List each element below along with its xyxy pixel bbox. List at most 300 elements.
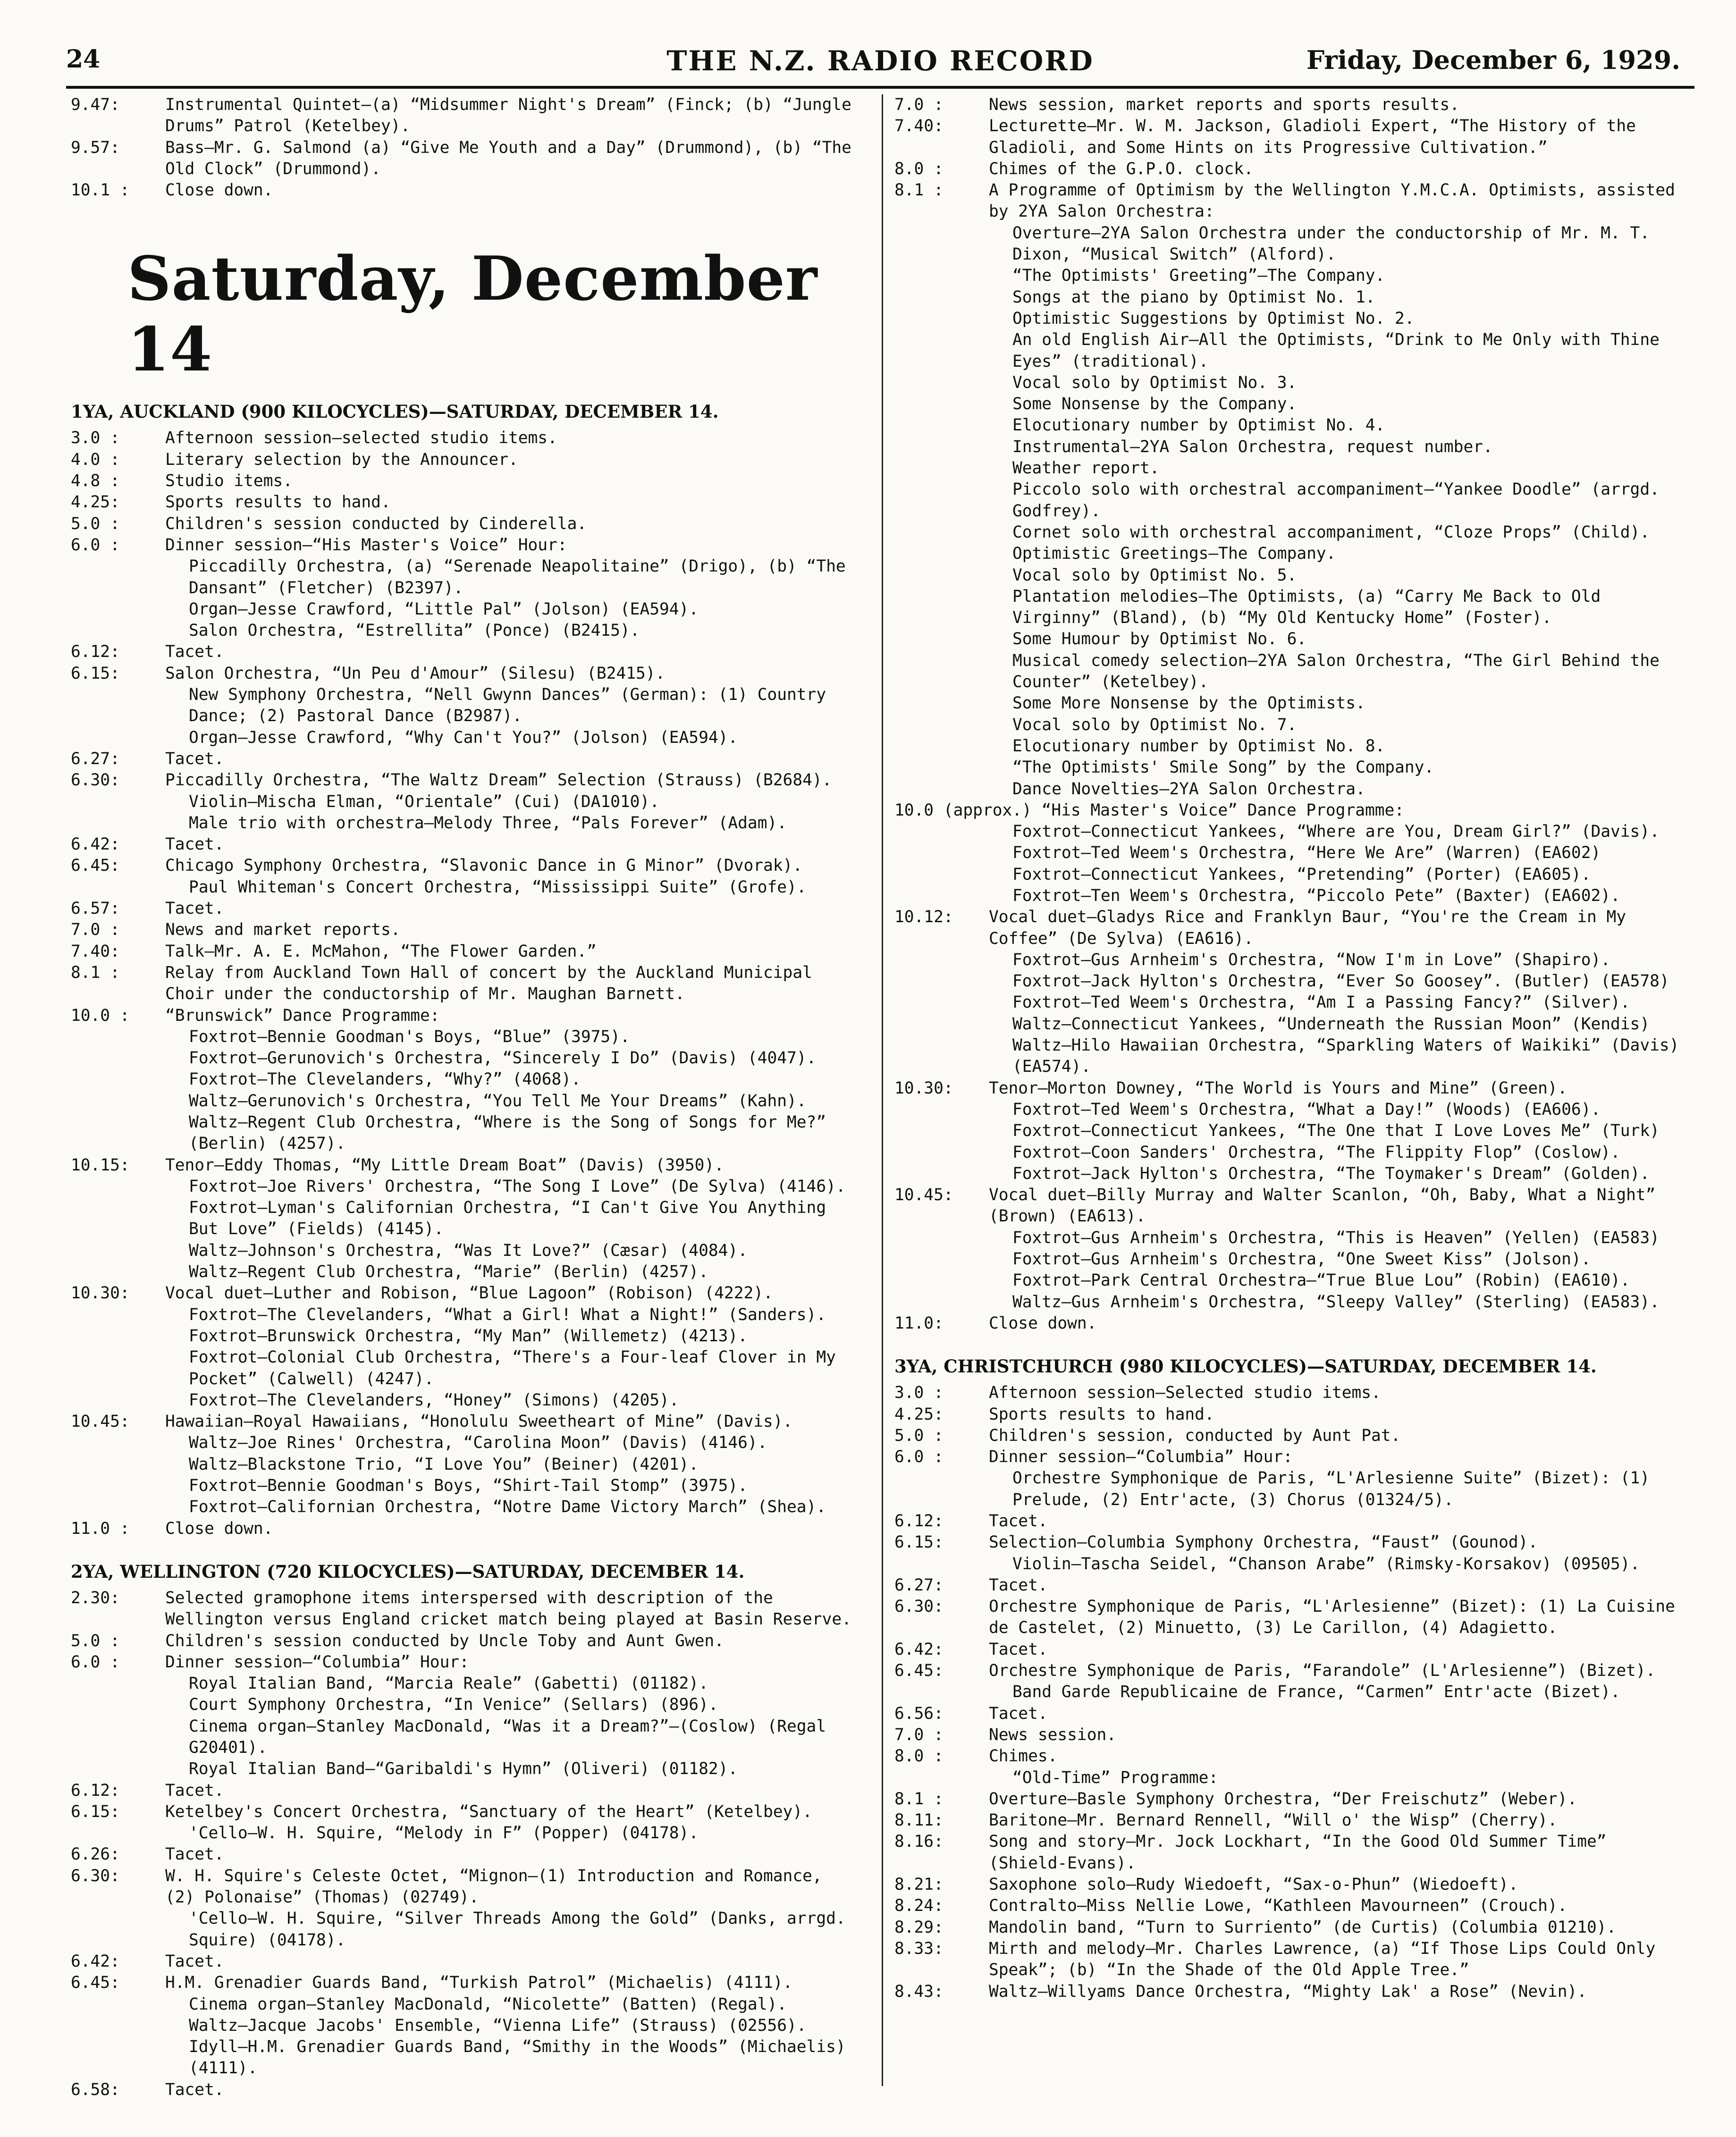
programme-time	[894, 522, 989, 543]
programme-time: 4.8 :	[71, 471, 130, 491]
programme-entry	[894, 1917, 1683, 1938]
programme-entry	[894, 1511, 1683, 1532]
programme-time	[894, 821, 989, 842]
programme-item: Vocal duet—Billy Murray and Walter Scanlon, “Oh, Baby, What a Night” (Brown) (EA613).	[989, 1186, 1656, 1226]
programme-item: Violin—Mischa Elman, “Orientale” (Cui) (DA1010).	[189, 792, 659, 811]
programme-item: Afternoon session—Selected studio items.	[989, 1383, 1381, 1403]
programme-entry	[71, 1972, 859, 1994]
page-number: 24	[66, 45, 101, 74]
programme-entry	[894, 864, 1683, 885]
programme-entry	[894, 821, 1683, 842]
programme-entry	[71, 1694, 859, 1716]
page-header	[66, 45, 1694, 83]
programme-time	[894, 1292, 989, 1313]
programme-item: Piccolo solo with orchestral accompaniment—“Yankee Doodle” (arrgd. Godfrey).	[1012, 480, 1660, 521]
programme-entry	[894, 1725, 1683, 1746]
programme-entry	[71, 1091, 859, 1112]
programme-item: Vocal solo by Optimist No. 3.	[1012, 373, 1297, 392]
programme-time	[71, 1112, 165, 1155]
programme-item: “Old-Time” Programme:	[1012, 1768, 1219, 1787]
programme-item: Instrumental Quintet—(a) “Midsummer Night's Dream” (Finck; (b) “Jungle Drums” Patrol (Ketelbey).	[165, 95, 851, 136]
programme-item: Foxtrot—Ted Weem's Orchestra, “What a Day!” (Woods) (EA606).	[1012, 1100, 1601, 1119]
programme-time: 7.0 :	[894, 95, 953, 114]
programme-item: Afternoon session—selected studio items.	[165, 429, 557, 448]
programme-item: Chicago Symphony Orchestra, “Slavonic Dance in G Minor” (Dvorak).	[165, 856, 803, 875]
programme-time	[894, 372, 989, 394]
programme-item: Foxtrot—Brunswick Orchestra, “My Man” (Willemetz) (4213).	[189, 1326, 748, 1346]
programme-time	[894, 1163, 989, 1185]
programme-time: 6.0 :	[71, 1652, 130, 1672]
programme-entry	[894, 1035, 1683, 1078]
programme-item: An old English Air—All the Optimists, “Drink to Me Only with Thine Eyes” (traditional).	[1012, 330, 1660, 371]
programme-time	[894, 1468, 989, 1511]
programme-time: 6.45:	[894, 1661, 953, 1681]
programme-entry	[894, 1554, 1683, 1575]
programme-entry	[71, 1951, 859, 1972]
programme-time: 7.0 :	[71, 920, 130, 940]
programme-item: Close down.	[165, 181, 273, 200]
programme-time	[894, 1682, 989, 1703]
programme-entry	[71, 2036, 859, 2079]
programme-item: Foxtrot—Lyman's Californian Orchestra, “I Can't Give You Anything But Love” (Fields) (4145).	[189, 1198, 826, 1239]
programme-item: News session.	[989, 1725, 1117, 1744]
programme-time: 6.27:	[894, 1575, 953, 1595]
programme-item: Foxtrot—Park Central Orchestra—“True Blue Lou” (Robin) (EA610).	[1012, 1271, 1630, 1290]
programme-time: 5.0 :	[71, 1631, 130, 1650]
programme-item: Paul Whiteman's Concert Orchestra, “Mississippi Suite” (Grofe).	[189, 877, 807, 897]
programme-time: 10.30:	[894, 1078, 963, 1098]
programme-item: Foxtrot—Gus Arnheim's Orchestra, “Now I'm in Love” (Shapiro).	[1012, 950, 1611, 969]
programme-time	[71, 1673, 165, 1694]
programme-item: Literary selection by the Announcer.	[165, 450, 518, 469]
programme-entry	[71, 749, 859, 770]
programme-item: Foxtrot—Gus Arnheim's Orchestra, “This is Heaven” (Yellen) (EA583)	[1012, 1228, 1660, 1247]
programme-time	[71, 1454, 165, 1475]
programme-time	[894, 629, 989, 650]
programme-item: Foxtrot—Ten Weem's Orchestra, “Piccolo Pete” (Baxter) (EA602).	[1012, 886, 1620, 905]
programme-item: Band Garde Republicaine de France, “Carmen” Entr'acte (Bizet).	[1012, 1683, 1620, 1702]
programme-entry	[894, 543, 1683, 564]
programme-item: Foxtrot—Bennie Goodman's Boys, “Blue” (3975).	[189, 1027, 630, 1046]
programme-entry	[894, 1404, 1683, 1425]
programme-item: Children's session conducted by Cinderella.	[165, 514, 587, 533]
programme-time: 10.0 :	[71, 1006, 140, 1025]
programme-entry	[71, 941, 859, 962]
programme-item: Tacet.	[989, 1575, 1048, 1595]
programme-time: 6.42:	[71, 835, 130, 854]
programme-entry	[894, 757, 1683, 778]
programme-entry	[71, 1475, 859, 1497]
programme-time	[71, 877, 165, 898]
programme-entry	[894, 116, 1683, 159]
programme-entry	[894, 159, 1683, 180]
programme-time	[894, 565, 989, 586]
programme-item: Dinner session—“His Master's Voice” Hour:	[165, 535, 567, 555]
programme-time	[71, 1347, 165, 1390]
programme-entry	[71, 1716, 859, 1759]
programme-time: 8.21:	[894, 1875, 953, 1894]
programme-entry	[71, 684, 859, 727]
programme-time	[71, 1497, 165, 1518]
programme-entry	[894, 180, 1683, 223]
programme-item: Ketelbey's Concert Orchestra, “Sanctuary of the Heart” (Ketelbey).	[165, 1802, 812, 1821]
programme-entry	[71, 1908, 859, 1951]
programme-item: Saxophone solo—Rudy Wiedoeft, “Sax-o-Phun” (Wiedoeft).	[989, 1875, 1518, 1894]
programme-entry	[894, 1249, 1683, 1270]
programme-item: Tacet.	[165, 2080, 224, 2099]
programme-time	[71, 1716, 165, 1759]
programme-entry	[71, 1866, 859, 1909]
programme-entry	[71, 180, 859, 201]
programme-item: Tacet.	[165, 642, 224, 662]
programme-time: 3.0 :	[71, 429, 130, 448]
programme-item: Baritone—Mr. Bernard Rennell, “Will o' the Wisp” (Cherry).	[989, 1811, 1558, 1830]
programme-entry	[894, 650, 1683, 693]
programme-time: 4.25:	[894, 1405, 953, 1424]
programme-time	[894, 736, 989, 757]
programme-entry	[894, 1895, 1683, 1917]
programme-entry	[894, 992, 1683, 1013]
programme-entry	[71, 556, 859, 599]
programme-item: Cornet solo with orchestral accompaniment, “Cloze Props” (Child).	[1012, 522, 1650, 542]
programme-entry	[71, 94, 859, 137]
programme-time	[71, 1048, 165, 1069]
programme-entry	[894, 1163, 1683, 1185]
programme-entry	[71, 919, 859, 941]
programme-item: Tacet.	[989, 1640, 1048, 1659]
programme-item: Waltz—Johnson's Orchestra, “Was It Love?” (Cæsar) (4084).	[189, 1241, 748, 1260]
programme-item: Piccadilly Orchestra, (a) “Serenade Neapolitaine” (Drigo), (b) “The Dansant” (Fletcher) (B2397).	[189, 557, 846, 597]
programme-entry	[71, 1994, 859, 2015]
programme-item: Tacet.	[165, 1952, 224, 1971]
programme-time: 7.40:	[894, 117, 953, 136]
programme-time	[71, 1823, 165, 1844]
programme-time: 6.15:	[71, 664, 130, 683]
programme-time: 8.0 :	[894, 1747, 953, 1766]
programme-entry	[894, 736, 1683, 757]
programme-time	[894, 1249, 989, 1270]
programme-entry	[894, 1447, 1683, 1468]
programme-entry	[71, 1758, 859, 1780]
programme-time	[894, 458, 989, 479]
programme-item: Salon Orchestra, “Estrellita” (Ponce) (B2415).	[189, 621, 640, 640]
station-heading-3ya: 3YA, CHRISTCHURCH (980 KILOCYCLES)—SATURDAY, DECEMBER 14.	[894, 1356, 1597, 1377]
programme-item: Foxtrot—Ted Weem's Orchestra, “Here We Are” (Warren) (EA602)	[1012, 843, 1601, 863]
programme-time	[894, 1270, 989, 1291]
programme-item: Foxtrot—Connecticut Yankees, “The One that I Love Loves Me” (Turk)	[1012, 1121, 1660, 1141]
programme-entry	[71, 1780, 859, 1801]
programme-time: 6.30:	[71, 1866, 130, 1885]
programme-item: Foxtrot—The Clevelanders, “Honey” (Simons) (4205).	[189, 1390, 679, 1410]
right-column	[894, 94, 1683, 2110]
issue-date: Friday, December 6, 1929.	[1306, 45, 1680, 75]
programme-time	[894, 479, 989, 522]
day-heading: Saturday, December 14	[127, 244, 818, 386]
programme-item: Children's session, conducted by Aunt Pat.	[989, 1426, 1401, 1445]
programme-entry	[894, 394, 1683, 415]
programme-item: Optimistic Suggestions by Optimist No. 2.	[1012, 309, 1415, 328]
programme-time	[71, 791, 165, 813]
programme-item: Musical comedy selection—2YA Salon Orchestra, “The Girl Behind the Counter” (Ketelbey).	[1012, 651, 1660, 692]
programme-entry	[71, 1390, 859, 1411]
programme-item: 'Cello—W. H. Squire, “Silver Threads Among the Gold” (Danks, arrgd. Squire) (04178).	[189, 1909, 846, 1950]
programme-entry	[71, 1197, 859, 1240]
programme-entry	[894, 329, 1683, 372]
programme-entry	[71, 535, 859, 556]
continued-programme	[71, 94, 859, 201]
programme-entry	[71, 898, 859, 919]
programme-entry	[71, 137, 859, 180]
programme-entry	[894, 1270, 1683, 1291]
programme-item: Court Symphony Orchestra, “In Venice” (Sellars) (896).	[189, 1695, 718, 1715]
programme-entry	[894, 800, 1683, 821]
programme-item: Foxtrot—Gus Arnheim's Orchestra, “One Sweet Kiss” (Jolson).	[1012, 1250, 1591, 1269]
programme-item: Chimes.	[989, 1747, 1058, 1766]
programme-item: Children's session conducted by Uncle Toby and Aunt Gwen.	[165, 1631, 724, 1650]
programme-time: 6.45:	[71, 1973, 130, 1993]
programme-item: W. H. Squire's Celeste Octet, “Mignon—(1) Introduction and Romance, (2) Polonaise” (Thomas) (02749).	[165, 1866, 822, 1907]
programme-entry	[71, 599, 859, 620]
programme-item: Elocutionary number by Optimist No. 8.	[1012, 736, 1385, 756]
programme-entry	[894, 1120, 1683, 1142]
programme-time	[894, 394, 989, 415]
programme-item: Tacet.	[989, 1704, 1048, 1723]
programme-entry	[894, 1767, 1683, 1789]
programme-item: Overture—2YA Salon Orchestra under the conductorship of Mr. M. T. Dixon, “Musical Switch” (Alford).	[1012, 223, 1650, 264]
programme-item: Sports results to hand.	[989, 1405, 1214, 1424]
programme-item: Waltz—Gerunovich's Orchestra, “You Tell Me Your Dreams” (Kahn).	[189, 1091, 807, 1111]
header-rule	[66, 86, 1694, 89]
programme-time	[71, 1432, 165, 1454]
programme-time	[71, 1262, 165, 1283]
programme-item: H.M. Grenadier Guards Band, “Turkish Patrol” (Michaelis) (4111).	[165, 1973, 793, 1993]
programme-entry	[894, 565, 1683, 586]
programme-entry	[894, 629, 1683, 650]
programme-entry	[71, 1673, 859, 1694]
programme-entry	[71, 1326, 859, 1347]
programme-item: Waltz—Willyams Dance Orchestra, “Mighty Lak' a Rose” (Nevin).	[989, 1982, 1587, 2001]
programme-entry	[71, 962, 859, 1005]
programme-time: 6.12:	[71, 642, 130, 662]
programme-time: 10.15:	[71, 1155, 140, 1175]
programme-item: Bass—Mr. G. Salmond (a) “Give Me Youth and a Day” (Drummond), (b) “The Old Clock” (Drummond).	[165, 138, 851, 178]
programme-item: Foxtrot—Connecticut Yankees, “Pretending” (Porter) (EA605).	[1012, 865, 1591, 884]
programme-time	[894, 223, 989, 266]
programme-entry	[894, 287, 1683, 308]
programme-item: Royal Italian Band, “Marcia Reale” (Gabetti) (01182).	[189, 1674, 708, 1693]
programme-item: Lecturette—Mr. W. M. Jackson, Gladioli Expert, “The History of the Gladioli, and Some Hints on its Progressive Cultivation.”	[989, 117, 1636, 157]
programme-entry	[71, 1155, 859, 1176]
programme-time: 8.1 :	[71, 963, 130, 982]
programme-entry	[71, 834, 859, 855]
programme-time	[894, 1120, 989, 1142]
programme-entry	[894, 1639, 1683, 1660]
programme-time	[71, 1326, 165, 1347]
programme-item: Tacet.	[989, 1512, 1048, 1531]
programme-entry	[894, 415, 1683, 436]
programme-time	[71, 1026, 165, 1048]
programme-entry	[71, 1026, 859, 1048]
programme-item: Cinema organ—Stanley MacDonald, “Was it a Dream?”—(Coslow) (Regal G20401).	[189, 1716, 826, 1757]
programme-time: 5.0 :	[71, 514, 130, 533]
programme-time	[71, 556, 165, 599]
programme-entry	[71, 855, 859, 876]
programme-item: Mirth and melody—Mr. Charles Lawrence, (a) “If Those Lips Could Only Speak”; (b) “In the Shade of the Old Apple Tree.”	[989, 1939, 1656, 1980]
programme-entry	[894, 1789, 1683, 1810]
programme-item: Foxtrot—Jack Hylton's Orchestra, “Ever So Goosey”. (Butler) (EA578)	[1012, 972, 1669, 991]
programme-time	[71, 2015, 165, 2036]
programme-time: 8.29:	[894, 1918, 953, 1937]
programme-time	[894, 950, 989, 971]
publication-title: THE N.Z. RADIO RECORD	[666, 45, 1094, 77]
programme-time: 8.1 :	[894, 181, 953, 200]
programme-time	[894, 885, 989, 907]
programme-entry	[894, 1810, 1683, 1831]
programme-3ya	[894, 1382, 1683, 2002]
programme-item: Tenor—Morton Downey, “The World is Yours and Mine” (Green).	[989, 1078, 1567, 1098]
programme-item: Foxtrot—Bennie Goodman's Boys, “Shirt-Tail Stomp” (3975).	[189, 1476, 748, 1496]
programme-time	[71, 599, 165, 620]
programme-time	[894, 265, 989, 286]
programme-time: 10.30:	[71, 1284, 140, 1303]
programme-item: “The Optimists' Smile Song” by the Company.	[1012, 758, 1434, 777]
programme-item: Tacet.	[165, 1781, 224, 1800]
programme-item: Optimistic Greetings—The Company.	[1012, 544, 1336, 564]
programme-time: 10.45:	[894, 1186, 963, 1205]
programme-entry	[894, 1596, 1683, 1639]
programme-entry	[71, 1411, 859, 1432]
programme-entry	[894, 1660, 1683, 1682]
programme-entry	[71, 2079, 859, 2101]
programme-item: New Symphony Orchestra, “Nell Gwynn Dances” (German): (1) Country Dance; (2) Pastoral Dance (B2987).	[189, 685, 826, 726]
programme-entry	[894, 1682, 1683, 1703]
programme-entry	[894, 522, 1683, 543]
programme-time	[71, 1176, 165, 1197]
programme-entry	[71, 1652, 859, 1673]
programme-item: Elocutionary number by Optimist No. 4.	[1012, 416, 1385, 435]
programme-entry	[894, 1468, 1683, 1511]
programme-time: 8.43:	[894, 1982, 953, 2001]
programme-item: Some More Nonsense by the Optimists.	[1012, 694, 1365, 713]
programme-item: 'Cello—W. H. Squire, “Melody in F” (Popper) (04178).	[189, 1824, 699, 1843]
programme-entry	[894, 1099, 1683, 1120]
programme-item: Studio items.	[165, 471, 293, 491]
programme-entry	[71, 791, 859, 813]
programme-time: 6.42:	[71, 1952, 130, 1971]
programme-entry	[71, 513, 859, 535]
programme-time	[894, 842, 989, 864]
programme-time: 9.47:	[71, 95, 130, 114]
programme-item: Cinema organ—Stanley MacDonald, “Nicolette” (Batten) (Regal).	[189, 1994, 787, 2014]
programme-time: 6.56:	[894, 1704, 953, 1723]
programme-time: 10.45:	[71, 1412, 140, 1431]
programme-entry	[894, 586, 1683, 629]
programme-time: 6.42:	[894, 1640, 953, 1659]
programme-entry	[894, 94, 1683, 116]
programme-item: Weather report.	[1012, 459, 1160, 478]
programme-time: 8.33:	[894, 1939, 953, 1958]
programme-time: 8.16:	[894, 1832, 953, 1851]
programme-entry	[71, 1240, 859, 1262]
programme-item: Song and story—Mr. Jock Lockhart, “In the Good Old Summer Time” (Shield-Evans).	[989, 1832, 1607, 1873]
programme-time: 8.0 :	[894, 159, 953, 178]
programme-item: Violin—Tascha Seidel, “Chanson Arabe” (Rimsky-Korsakov) (09505).	[1012, 1554, 1640, 1573]
programme-time	[894, 1099, 989, 1120]
programme-time: 8.1 :	[894, 1789, 953, 1809]
programme-entry	[71, 1283, 859, 1304]
programme-entry	[894, 1425, 1683, 1447]
programme-time	[71, 2036, 165, 2079]
programme-item: Plantation melodies—The Optimists, (a) “Carry Me Back to Old Virginny” (Bland), (b) “My Old Kentucky Home” (Foster).	[1012, 587, 1601, 628]
programme-entry	[894, 715, 1683, 736]
programme-item: Idyll—H.M. Grenadier Guards Band, “Smithy in the Woods” (Michaelis) (4111).	[189, 2037, 846, 2078]
programme-item: Orchestre Symphonique de Paris, “L'Arlesienne Suite” (Bizet): (1) Prelude, (2) Entr'acte, (3) Chorus (01324/5).	[1012, 1469, 1650, 1509]
programme-item: Foxtrot—Coon Sanders' Orchestra, “The Flippity Flop” (Coslow).	[1012, 1143, 1620, 1162]
programme-entry	[71, 1176, 859, 1197]
programme-time	[894, 586, 989, 629]
programme-time: 11.0 :	[71, 1519, 140, 1538]
programme-time	[894, 287, 989, 308]
programme-time: 4.0 :	[71, 450, 130, 469]
programme-entry	[71, 1432, 859, 1454]
programme-entry	[894, 1014, 1683, 1035]
programme-time	[71, 1304, 165, 1326]
programme-time	[894, 415, 989, 436]
programme-time: 6.12:	[71, 1781, 130, 1800]
programme-time: 10.12:	[894, 908, 963, 927]
programme-time	[71, 1091, 165, 1112]
programme-entry	[71, 1801, 859, 1823]
programme-entry	[894, 1831, 1683, 1874]
programme-time	[894, 1142, 989, 1163]
programme-entry	[894, 950, 1683, 971]
programme-item: Close down.	[989, 1313, 1097, 1333]
programme-item: Talk—Mr. A. E. McMahon, “The Flower Garden.”	[165, 942, 597, 961]
programme-item: “The Optimists' Greeting”—The Company.	[1012, 266, 1385, 286]
programme-time	[71, 620, 165, 641]
programme-time: 6.30:	[894, 1597, 953, 1616]
programme-time	[894, 437, 989, 458]
programme-time	[71, 1994, 165, 2015]
programme-entry	[71, 471, 859, 492]
programme-time	[71, 1197, 165, 1240]
programme-time	[71, 1390, 165, 1411]
column-divider	[882, 94, 883, 2086]
programme-item: Contralto—Miss Nellie Lowe, “Kathleen Mavourneen” (Crouch).	[989, 1896, 1567, 1916]
programme-time	[71, 1758, 165, 1780]
programme-entry	[894, 1078, 1683, 1099]
programme-item: Waltz—Joe Rines' Orchestra, “Carolina Moon” (Davis) (4146).	[189, 1433, 767, 1453]
programme-item: Orchestre Symphonique de Paris, “Farandole” (L'Arlesienne”) (Bizet).	[989, 1661, 1656, 1681]
programme-item: Instrumental—2YA Salon Orchestra, request number.	[1012, 437, 1493, 456]
programme-entry	[71, 1005, 859, 1026]
programme-entry	[894, 842, 1683, 864]
programme-time	[71, 1694, 165, 1716]
programme-item: Waltz—Gus Arnheim's Orchestra, “Sleepy Valley” (Sterling) (EA583).	[1012, 1292, 1660, 1312]
programme-time	[71, 1069, 165, 1090]
programme-time: 6.58:	[71, 2080, 130, 2099]
programme-time: 6.15:	[71, 1802, 130, 1821]
programme-entry	[71, 1518, 859, 1540]
programme-time: 6.26:	[71, 1845, 130, 1864]
programme-item: Foxtrot—Jack Hylton's Orchestra, “The Toymaker's Dream” (Golden).	[1012, 1164, 1650, 1183]
programme-time	[71, 684, 165, 727]
programme-entry	[894, 1938, 1683, 1981]
programme-entry	[71, 1844, 859, 1865]
programme-item: Piccadilly Orchestra, “The Waltz Dream” Selection (Strauss) (B2684).	[165, 771, 832, 790]
programme-time	[71, 1475, 165, 1497]
programme-entry	[894, 372, 1683, 394]
